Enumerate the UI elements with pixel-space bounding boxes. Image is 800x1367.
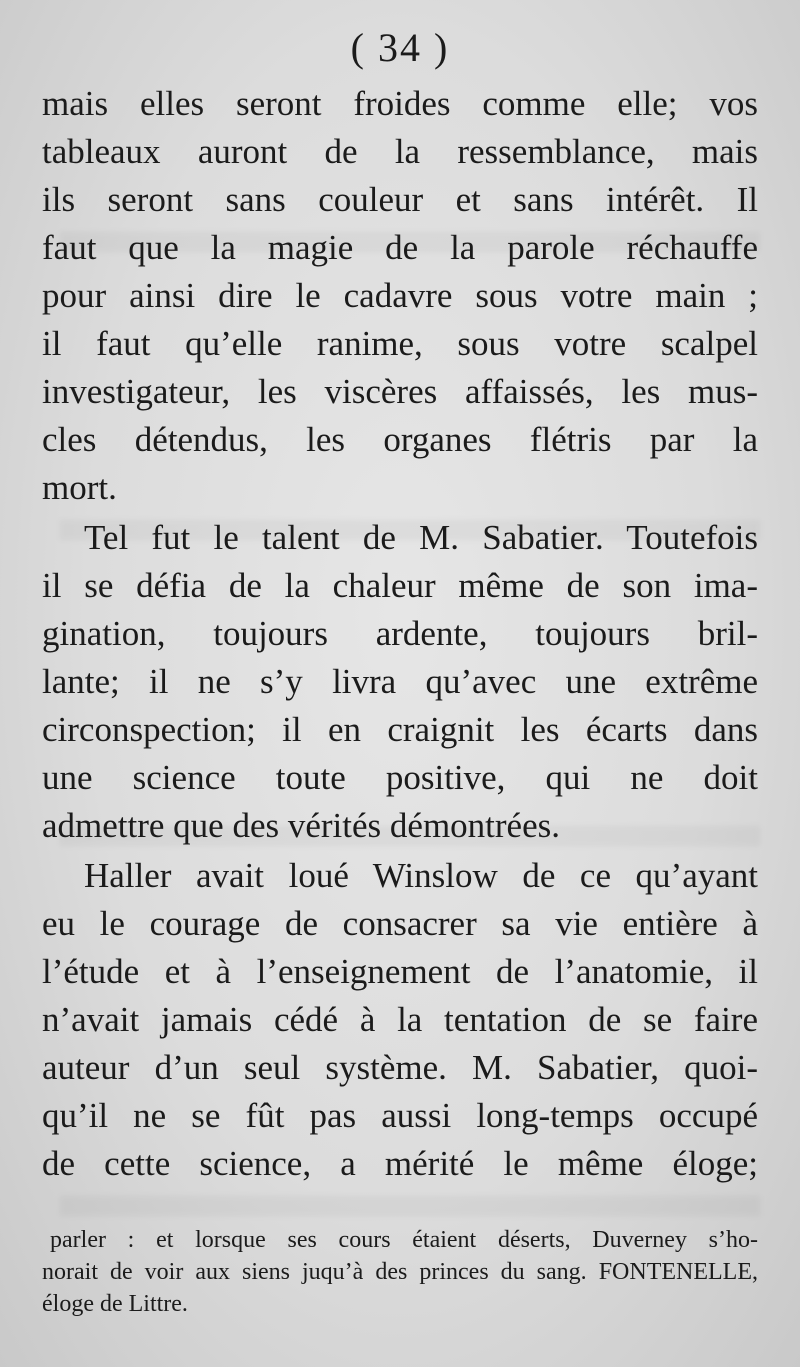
text-line: de cette science, a mérité le même éloge; [42, 1144, 758, 1183]
text-line: Haller avait loué Winslow de ce qu’ayant [84, 856, 758, 895]
page-number: ( 34 ) [350, 25, 450, 70]
text-line: cles détendus, les organes flétris par la [42, 420, 758, 459]
text-line: mais elles seront froides comme elle; vos [42, 84, 758, 123]
show-through-shadow [60, 1196, 760, 1216]
footnote-line: norait de voir aux siens juqu’à des princes du sang. FONTENELLE, [42, 1259, 758, 1285]
text-line: n’avait jamais cédé à la tentation de se faire [42, 1000, 758, 1039]
text-line: mort. [42, 468, 117, 507]
text-line: l’étude et à l’enseignement de l’anatomie, il [42, 952, 758, 991]
text-line: il se défia de la chaleur même de son ima- [42, 566, 758, 605]
text-line: faut que la magie de la parole réchauffe [42, 228, 758, 267]
text-line: gination, toujours ardente, toujours bril- [42, 614, 758, 653]
text-line: pour ainsi dire le cadavre sous votre main ; [42, 276, 758, 315]
text-line: ils seront sans couleur et sans intérêt. Il [42, 180, 758, 219]
text-line: une science toute positive, qui ne doit [42, 758, 758, 797]
text-line: lante; il ne s’y livra qu’avec une extrême [42, 662, 758, 701]
text-line: auteur d’un seul système. M. Sabatier, quoi- [42, 1048, 758, 1087]
text-line: tableaux auront de la ressemblance, mais [42, 132, 758, 171]
text-line: qu’il ne se fût pas aussi long-temps occupé [42, 1096, 758, 1135]
footnote-line: éloge de Littre. [42, 1291, 188, 1317]
text-line: admettre que des vérités démontrées. [42, 806, 560, 845]
text-line: circonspection; il en craignit les écarts dans [42, 710, 758, 749]
text-line: eu le courage de consacrer sa vie entière à [42, 904, 758, 943]
text-line: il faut qu’elle ranime, sous votre scalpel [42, 324, 758, 363]
footnote-line: parler : et lorsque ses cours étaient déserts, Duverney s’ho- [50, 1227, 758, 1253]
text-line: Tel fut le talent de M. Sabatier. Toutefois [84, 518, 758, 557]
text-line: investigateur, les viscères affaissés, les mus- [42, 372, 758, 411]
